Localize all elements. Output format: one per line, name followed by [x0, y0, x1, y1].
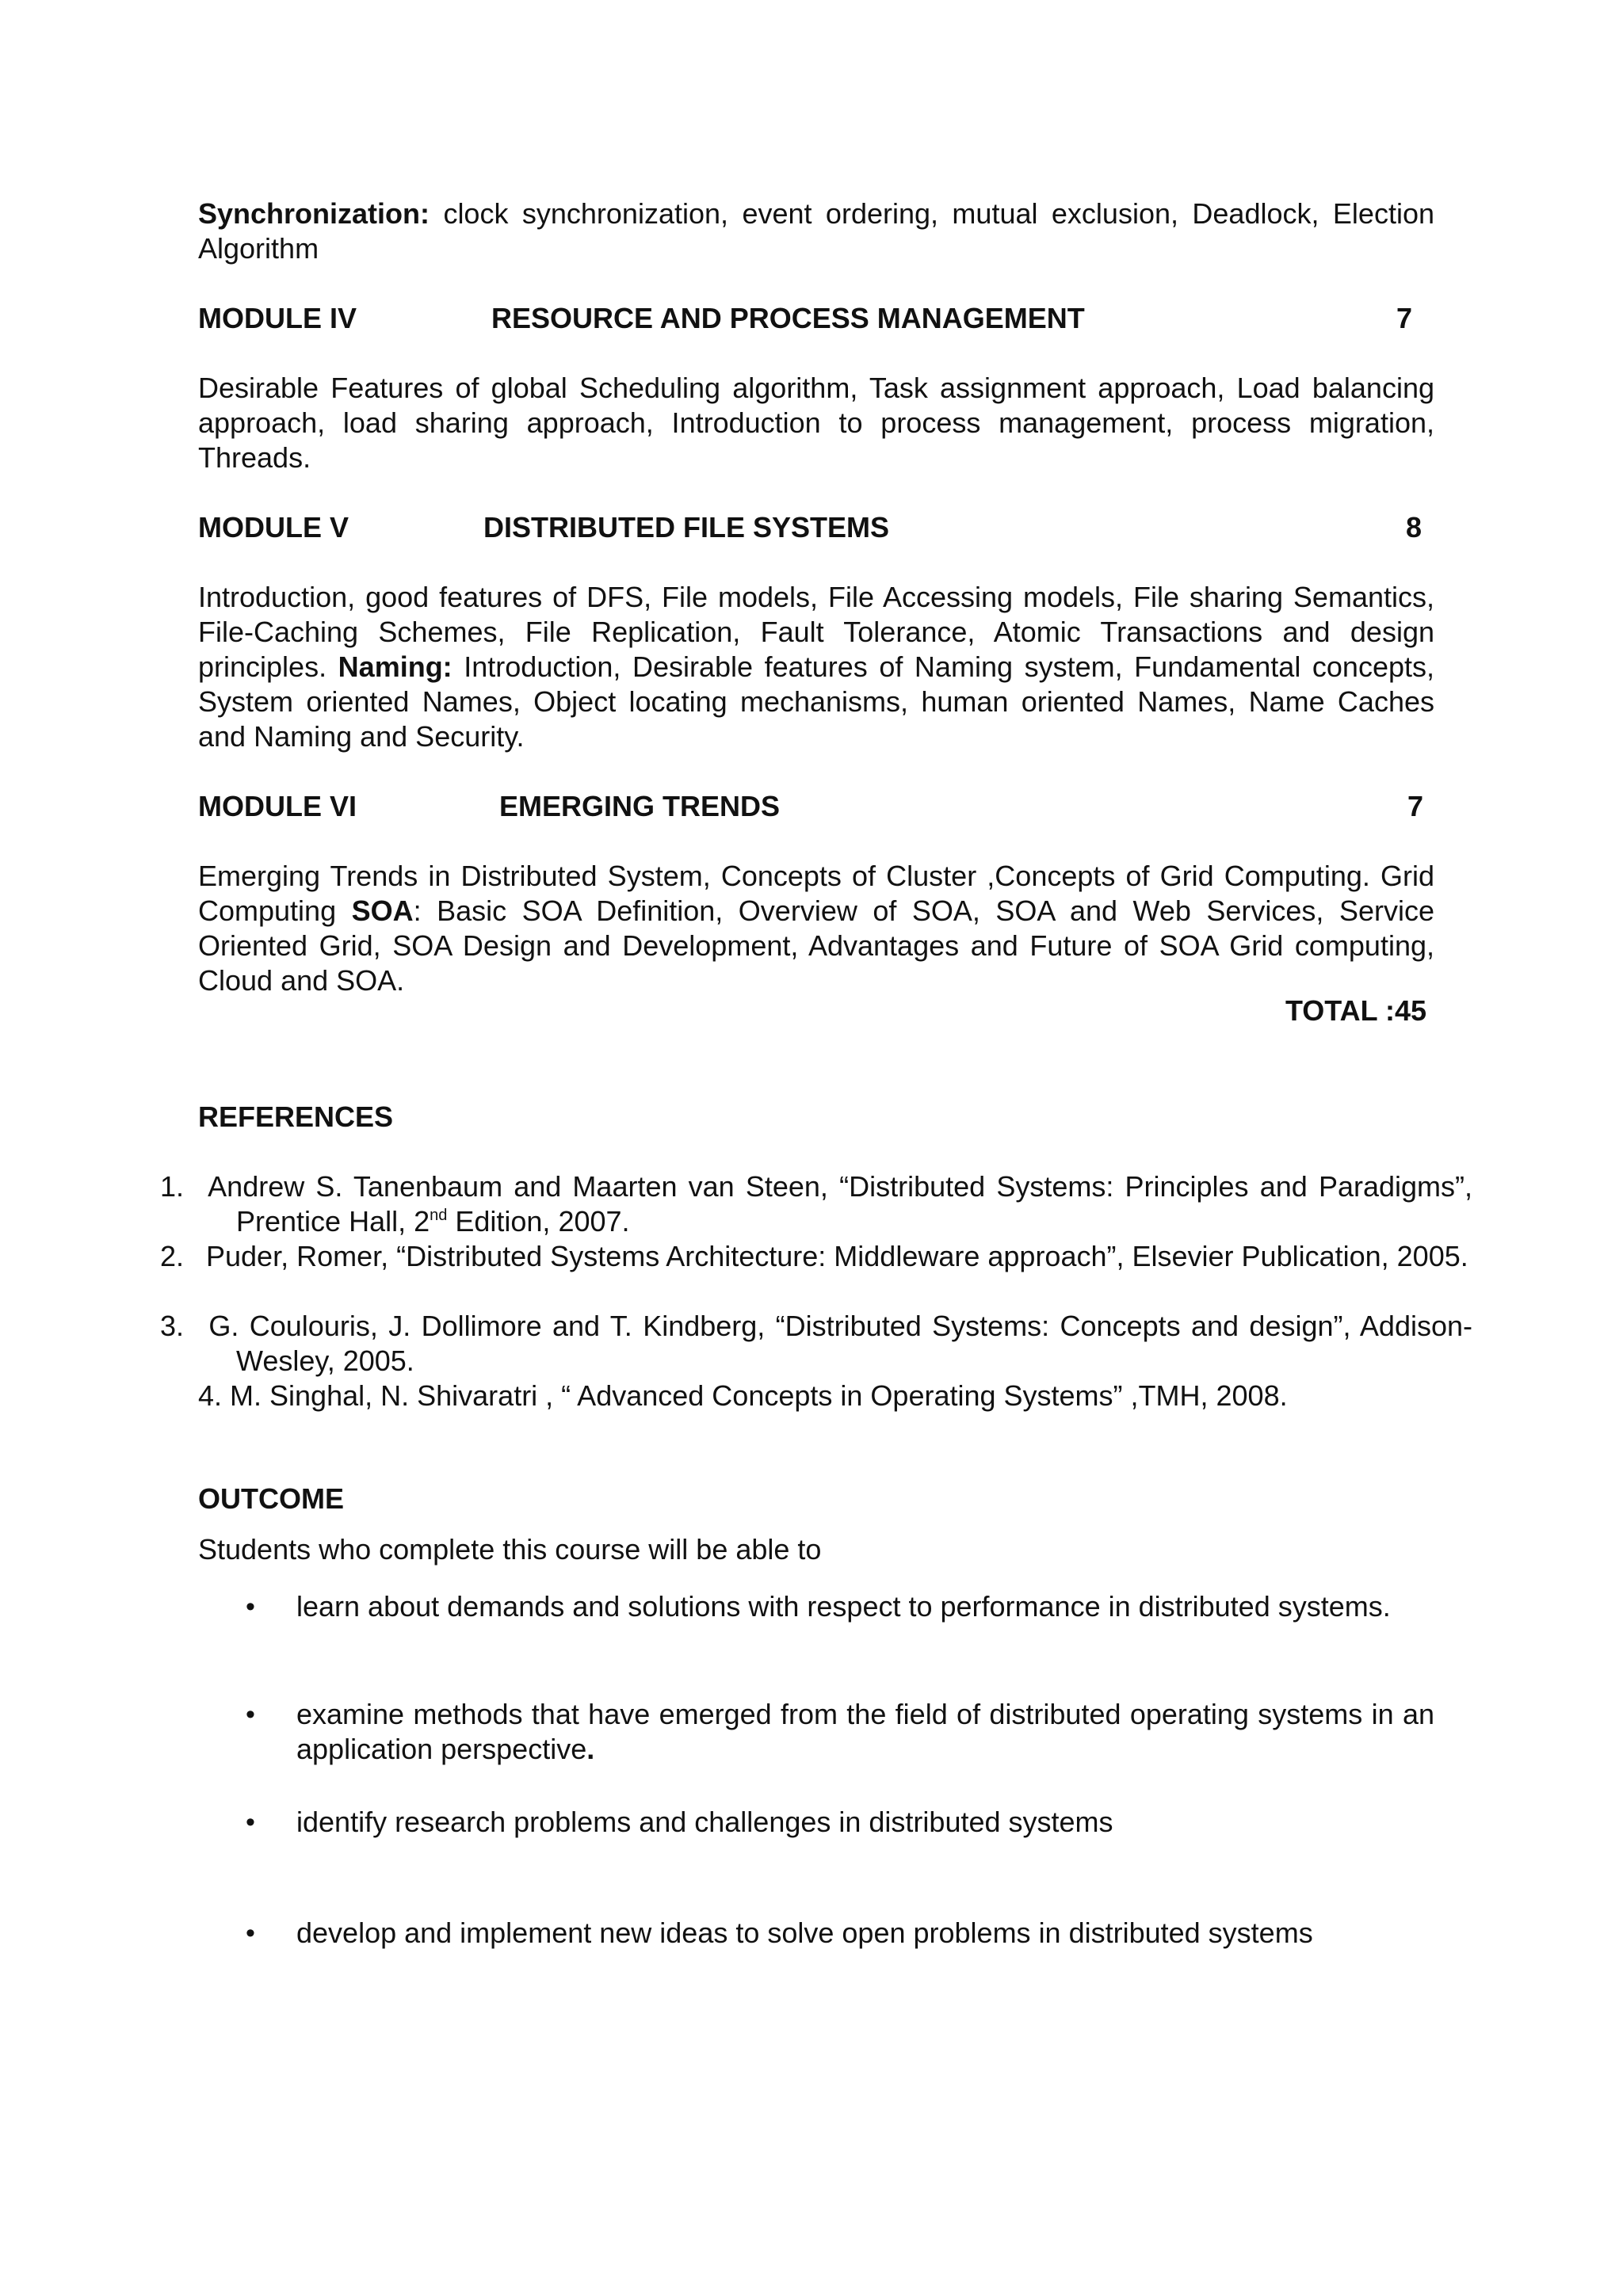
reference-item-1: 1. Andrew S. Tanenbaum and Maarten van Steen, “Distributed Systems: Principles and Paradigms”, Prentice Hall, 2nd Edition, 2007. — [160, 1170, 1472, 1238]
references-heading: REFERENCES — [198, 1100, 394, 1133]
reference-text: M. Singhal, N. Shivaratri , “ Advanced Concepts in Operating Systems” ,TMH, 2008. — [222, 1379, 1288, 1412]
naming-label: Naming: — [338, 650, 453, 683]
bullet-icon: • — [246, 1918, 255, 1948]
outcome-item-3 — [296, 1805, 1434, 1840]
outcome-item-text: identify research problems and challenges in distributed systems — [296, 1806, 1113, 1838]
module-vi-content — [198, 859, 1434, 998]
outcome-item-text: learn about demands and solutions with respect to performance in distributed systems. — [296, 1590, 1391, 1623]
outcome-item-bold-period: . — [586, 1733, 595, 1765]
reference-item-2: 2. Puder, Romer, “Distributed Systems Architecture: Middleware approach”, Elsevier Publication, 2005. — [160, 1240, 1468, 1272]
reference-item-3: 3. G. Coulouris, J. Dollimore and T. Kindberg, “Distributed Systems: Concepts and design”, Addison-Wesley, 2005. — [160, 1310, 1472, 1377]
module-v-id: MODULE V — [198, 511, 349, 543]
synchronization-paragraph — [198, 196, 1434, 266]
synchronization-label: Synchronization: — [198, 197, 430, 230]
reference-item-4 — [198, 1379, 1434, 1413]
module-vi-content-a: Emerging Trends in Distributed System, Concepts of Cluster ,Concepts of Grid Computing. Grid Computing — [198, 860, 1434, 927]
module-iv-title: RESOURCE AND PROCESS MANAGEMENT — [491, 302, 1085, 334]
module-vi-id: MODULE VI — [198, 790, 357, 822]
bullet-icon: • — [246, 1592, 255, 1622]
bullet-icon: • — [246, 1807, 255, 1837]
outcome-item-1 — [296, 1589, 1434, 1624]
outcome-item-text: develop and implement new ideas to solve open problems in distributed systems — [296, 1917, 1313, 1949]
module-v-content — [198, 580, 1434, 754]
reference-number: 4. — [198, 1379, 223, 1412]
module-vi-header — [198, 789, 1434, 824]
total-hours: TOTAL :45 — [1285, 994, 1426, 1027]
synchronization-text: clock synchronization, event ordering, mutual exclusion, Deadlock, Election Algorithm — [198, 197, 1434, 265]
reference-superscript: nd — [430, 1207, 448, 1224]
module-vi-content-b: : Basic SOA Definition, Overview of SOA, SOA and Web Services, Service Oriented Grid, SOA Design and Development, Advantages and Future of SOA Grid computing, Cloud and SOA. — [198, 894, 1434, 997]
module-iv-hours: 7 — [1396, 302, 1413, 334]
module-vi-title: EMERGING TRENDS — [499, 790, 781, 822]
module-iv-content: Desirable Features of global Scheduling algorithm, Task assignment approach, Load balancing approach, load sharing approach, Introduction to process management, process migration, Threads. — [198, 372, 1434, 474]
bullet-icon: • — [246, 1699, 255, 1730]
reference-text: Andrew S. Tanenbaum and Maarten van Steen, “Distributed Systems: Principles and Paradigms”, Prentice Hall, 2 — [198, 1170, 1472, 1238]
outcome-item-4 — [296, 1916, 1434, 1951]
module-v-title: DISTRIBUTED FILE SYSTEMS — [483, 511, 890, 543]
reference-text: G. Coulouris, J. Dollimore and T. Kindberg, “Distributed Systems: Concepts and design”, Addison-Wesley, 2005. — [198, 1310, 1472, 1377]
module-v-hours: 8 — [1406, 511, 1423, 543]
outcome-item-text: examine methods that have emerged from the field of distributed operating systems in an application perspective — [296, 1698, 1434, 1765]
module-v-content-b: Introduction, Desirable features of Naming system, Fundamental concepts, System oriented Names, Object locating mechanisms, human oriented Names, Name Caches and Naming and Security. — [198, 650, 1434, 753]
soa-label: SOA — [351, 894, 414, 927]
module-vi-hours: 7 — [1407, 790, 1424, 822]
outcome-intro: Students who complete this course will be able to — [198, 1533, 822, 1566]
module-v-header — [198, 510, 1434, 545]
module-v-content-a: Introduction, good features of DFS, File models, File Accessing models, File sharing Semantics, File-Caching Schemes, File Replication, Fault Tolerance, Atomic Transactions and design principles. — [198, 581, 1434, 683]
reference-text-end: Edition, 2007. — [447, 1205, 630, 1238]
module-iv-header — [198, 301, 1434, 336]
outcome-heading: OUTCOME — [198, 1482, 344, 1515]
reference-text: Puder, Romer, “Distributed Systems Architecture: Middleware approach”, Elsevier Publication, 2005. — [198, 1240, 1468, 1272]
module-iv-id: MODULE IV — [198, 302, 357, 334]
outcome-item-2 — [296, 1697, 1434, 1767]
